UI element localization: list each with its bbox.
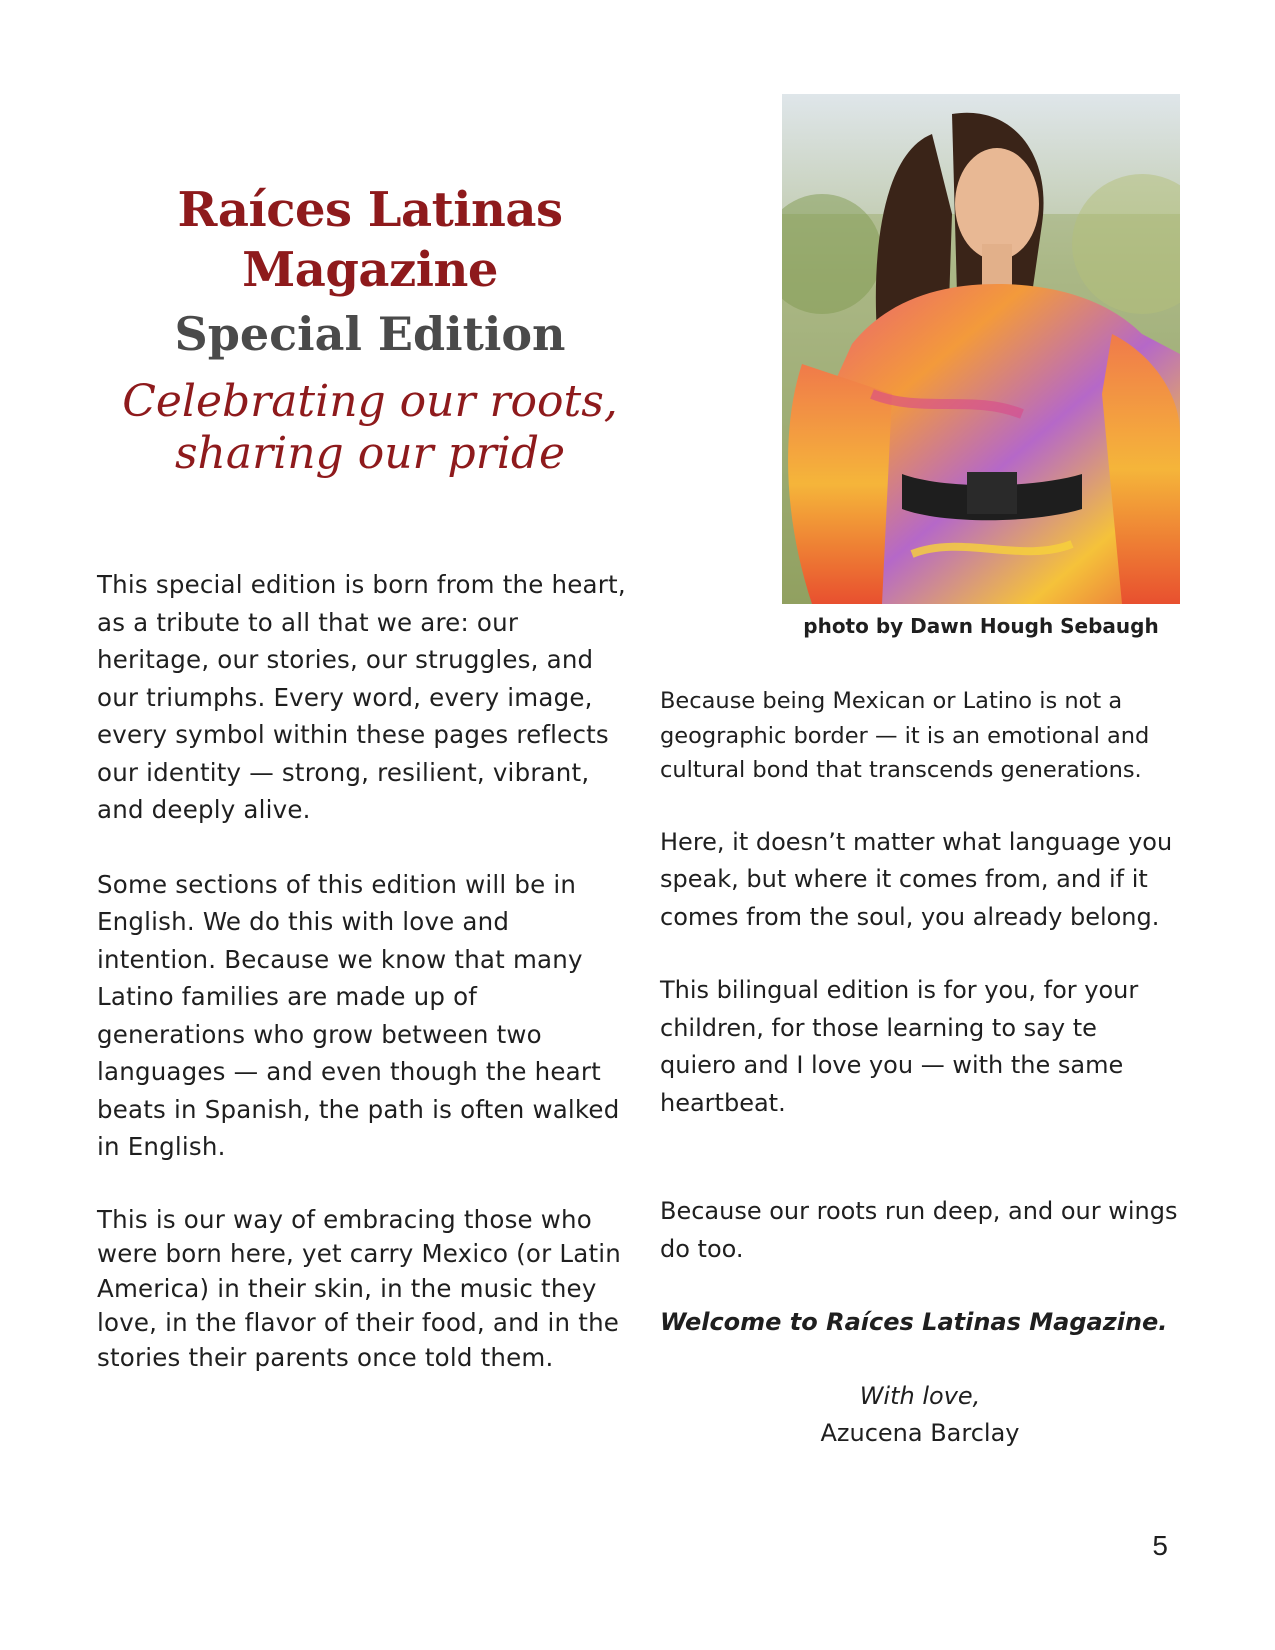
tagline (60, 376, 680, 480)
magazine-title: Raíces Latinas Magazine (177, 182, 563, 298)
edition-subtitle: Special Edition (174, 307, 566, 361)
signoff-name: Azucena Barclay (820, 1419, 1020, 1447)
welcome-line: Welcome to Raíces Latinas Magazine. (660, 1308, 1168, 1336)
left-column (97, 566, 627, 1375)
portrait-photo (782, 94, 1180, 604)
left-paragraph-1: This special edition is born from the heart, as a tribute to all that we are: our heritage, our stories, our struggles, and our triumphs. Every word, every image, every symbol within these pages reflects our identity — strong, resilient, vibrant, and deeply alive. (97, 570, 626, 824)
page-number: 5 (1152, 1530, 1168, 1561)
title-block (60, 180, 680, 480)
signoff (660, 1378, 1180, 1453)
tagline-line-1: Celebrating our roots, (122, 376, 618, 427)
right-paragraph-2: Here, it doesn’t matter what language you speak, but where it comes from, and if it comes from the soul, you already belong. (660, 827, 1173, 931)
right-paragraph-1: Because being Mexican or Latino is not a geographic border — it is an emotional and cultural bond that transcends generations. (660, 688, 1150, 783)
photo-caption: photo by Dawn Hough Sebaugh (803, 614, 1159, 638)
tagline-line-2: sharing our pride (174, 428, 566, 479)
right-column (660, 684, 1180, 1453)
left-paragraph-2: Some sections of this edition will be in English. We do this with love and intention. Because we know that many Latino families are made up of generations who grow between two languages — and even though the heart beats in Spanish, the path is often walked in English. (97, 869, 620, 1161)
right-paragraph-3: This bilingual edition is for you, for your children, for those learning to say te quiero and I love you — with the same heartbeat. (660, 976, 1139, 1117)
right-paragraph-4: Because our roots run deep, and our wings do too. (660, 1197, 1178, 1263)
left-paragraph-3: This is our way of embracing those who were born here, yet carry Mexico (or Latin America) in their skin, in the music they love, in the flavor of their food, and in the stories their parents once told them. (97, 1204, 621, 1372)
portrait-illustration (782, 94, 1180, 604)
signoff-greeting: With love, (859, 1381, 981, 1410)
